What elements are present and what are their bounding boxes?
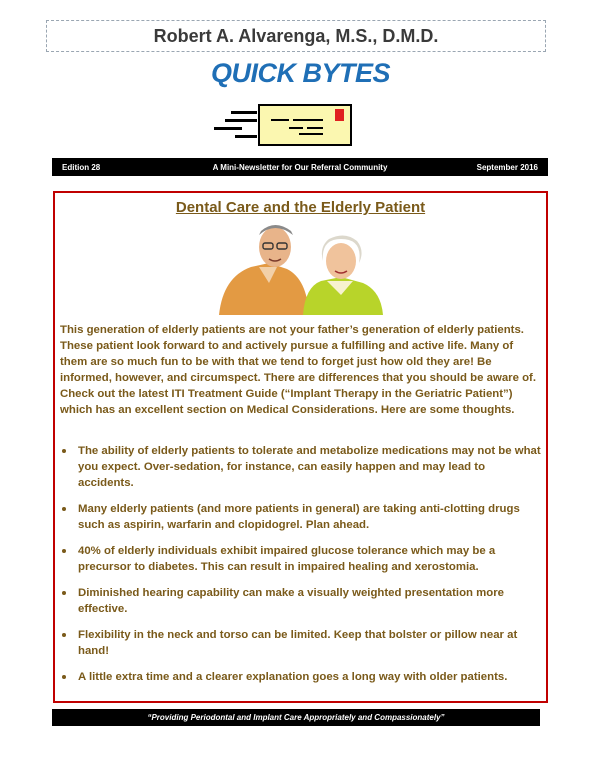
elderly-couple-illustration <box>217 221 385 315</box>
article-intro: This generation of elderly patients are not your father’s generation of elderly patients. These patient look forward to and actively pursue a fulfilling and active life. Many of them are so much fun to be with that we tend to forget just how old they are! Be informed, however, and circumspect. There are differences that you should be aware of. Check out the latest ITI Treatment Guide (“Implant Therapy in the Geriatric Patient”) which has an excellent section on Medical Considerations. Here are some thoughts. <box>60 324 537 416</box>
doctor-name-header <box>46 20 546 52</box>
bullet-dot-icon <box>62 633 66 637</box>
newsletter-tagline: A Mini-Newsletter for Our Referral Community <box>212 162 388 172</box>
bullet-dot-icon <box>62 507 66 511</box>
doctor-name: Robert A. Alvarenga, M.S., D.M.D. <box>153 25 439 46</box>
list-item: A little extra time and a clearer explanation goes a long way with older patients. <box>60 669 543 685</box>
edition-date: September 2016 <box>476 162 538 172</box>
article-box <box>53 191 548 703</box>
footer-bar <box>52 709 540 726</box>
list-item: The ability of elderly patients to tolerate and metabolize medications may not be what you expect. Over-sedation, for instance, can easily happen and may lead to accidents. <box>60 443 543 491</box>
bullet-dot-icon <box>62 591 66 595</box>
bullet-dot-icon <box>62 449 66 453</box>
edition-bar <box>52 158 548 176</box>
newsletter-title: QUICK BYTES <box>210 58 391 88</box>
list-item: Diminished hearing capability can make a visually weighted presentation more effective. <box>60 585 543 617</box>
article-bullet-list <box>60 443 543 695</box>
list-item: Many elderly patients (and more patients in general) are taking anti-clotting drugs such as aspirin, warfarin and clopidogrel. Plan ahead. <box>60 501 543 533</box>
footer-slogan: “Providing Periodontal and Implant Care Appropriately and Compassionately” <box>147 713 445 722</box>
edition-number: Edition 28 <box>62 162 101 172</box>
bullet-dot-icon <box>62 675 66 679</box>
list-item: 40% of elderly individuals exhibit impaired glucose tolerance which may be a precursor to diabetes. This can result in impaired healing and xerostomia. <box>60 543 543 575</box>
article-title: Dental Care and the Elderly Patient <box>175 199 426 216</box>
list-item: Flexibility in the neck and torso can be limited. Keep that bolster or pillow near at hand! <box>60 627 543 659</box>
bullet-dot-icon <box>62 549 66 553</box>
fast-mail-envelope-icon <box>213 101 353 147</box>
